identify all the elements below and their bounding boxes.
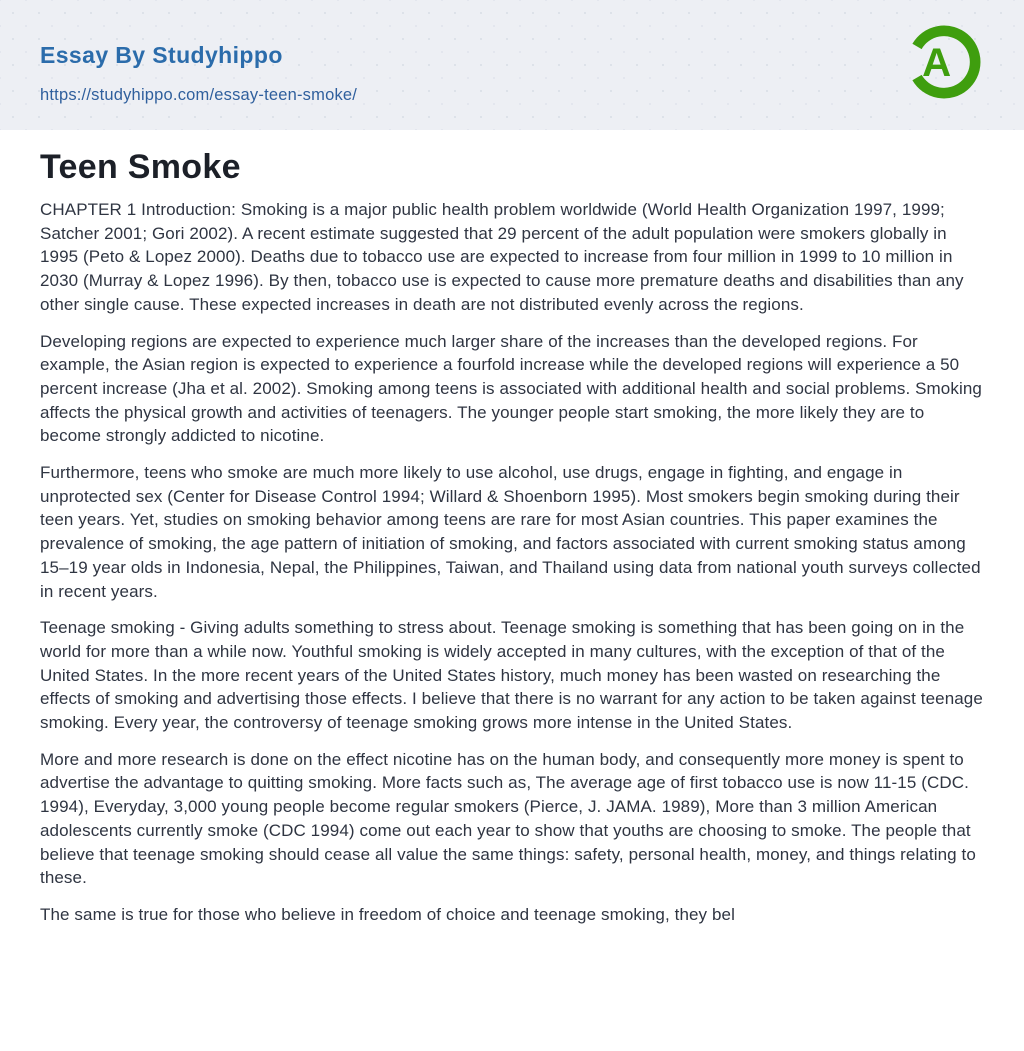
essay-paragraph: Teenage smoking - Giving adults something to stress about. Teenage smoking is something that has been going on in the world for more than a while now. Youthful smoking is widely accepted in many cultures, with the exception of that of the United States. In the more recent years of the United States history, much money has been wasted on researching the effects of smoking and advertising those effects. I believe that there is no warrant for any action to be taken against teenage smoking. Every year, the controversy of teenage smoking grows more intense in the United States.	[40, 618, 983, 733]
studyhippo-logo	[903, 21, 985, 103]
page-header	[0, 0, 1024, 130]
essay-paragraph: CHAPTER 1 Introduction: Smoking is a major public health problem worldwide (World Health Organization 1997, 1999; Satcher 2001; Gori 2002). A recent estimate suggested that 29 percent of the adult population were smokers globally in 1995 (Peto & Lopez 2000). Deaths due to tobacco use are expected to increase from four million in 1999 to 10 million in 2030 (Murray & Lopez 1996). By then, tobacco use is expected to cause more premature deaths and disabilities than any other single cause. These expected increases in death are not distributed evenly across the regions.	[40, 200, 964, 314]
essay-title: Teen Smoke	[40, 148, 241, 186]
essay-paragraph: The same is true for those who believe in freedom of choice and teenage smoking, they bel	[40, 904, 735, 924]
essay-paragraph: Furthermore, teens who smoke are much more likely to use alcohol, use drugs, engage in fighting, and engage in unprotected sex (Center for Disease Control 1994; Willard & Shoenborn 1995). Most smokers begin smoking during their teen years. Yet, studies on smoking behavior among teens are rare for most Asian countries. This paper examines the prevalence of smoking, the age pattern of initiation of smoking, and factors associated with current smoking status among 15–19 year olds in Indonesia, Nepal, the Philippines, Taiwan, and Thailand using data from national youth surveys collected in recent years.	[40, 463, 981, 601]
logo-letter: A	[922, 39, 952, 85]
page-url-link[interactable]: https://studyhippo.com/essay-teen-smoke/	[40, 86, 358, 104]
header-title: Essay By Studyhippo	[40, 42, 283, 68]
essay-paragraph: More and more research is done on the effect nicotine has on the human body, and consequently more money is spent to advertise the advantage to quitting smoking. More facts such as, The average age of first tobacco use is now 11-15 (CDC. 1994), Everyday, 3,000 young people become regular smokers (Pierce, J. JAMA. 1989), More than 3 million American adolescents currently smoke (CDC 1994) come out each year to show that youths are choosing to smoke. The people that believe that teenage smoking should cease all value the same things: safety, personal health, money, and things relating to these.	[40, 749, 976, 888]
essay-paragraph: Developing regions are expected to experience much larger share of the increases than the developed regions. For example, the Asian region is expected to experience a fourfold increase while the developed regions will experience a 50 percent increase (Jha et al. 2002). Smoking among teens is associated with additional health and social problems. Smoking affects the physical growth and activities of teenagers. The younger people start smoking, the more likely they are to become strongly addicted to nicotine.	[40, 331, 982, 446]
essay-content	[0, 148, 1024, 927]
